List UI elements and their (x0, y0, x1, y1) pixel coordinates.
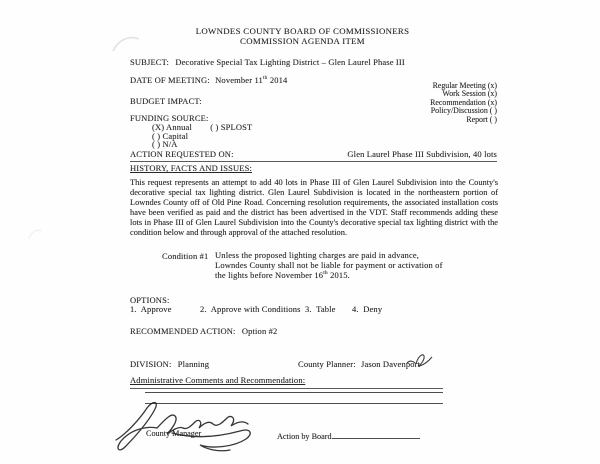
division-label: DIVISION: (130, 359, 172, 369)
scan-smudge-mark (26, 226, 44, 244)
recommended-action-row (130, 326, 277, 336)
action-by-board-blank-line (332, 429, 420, 439)
division-row (130, 359, 209, 369)
action-requested-label: ACTION REQUESTED ON: (130, 149, 234, 159)
history-section-label: HISTORY, FACTS AND ISSUES: (130, 163, 252, 173)
funding-option-capital: ( ) Capital (152, 131, 189, 141)
subject-row (130, 57, 405, 67)
meeting-type-item: Policy/Discussion ( ) (430, 106, 497, 116)
condition-label: Condition #1 (162, 251, 209, 261)
action-requested-value: Glen Laurel Phase III Subdivision, 40 lots (347, 149, 497, 159)
county-manager-signature (112, 398, 264, 454)
division-value: Planning (177, 359, 210, 369)
header-subtitle: COMMISSION AGENDA ITEM (240, 36, 365, 46)
action-requested-row (130, 149, 497, 162)
admin-comments-row (130, 375, 443, 389)
county-planner-value: Jason Davenport (361, 359, 421, 369)
blank-writing-line (145, 392, 443, 393)
admin-comments-label: Administrative Comments and Recommendation: (130, 375, 306, 385)
date-of-meeting-row (130, 75, 287, 85)
action-by-board-row (277, 429, 420, 441)
option-item-approve: 1. Approve (130, 304, 172, 314)
option-item-deny: 4. Deny (352, 304, 383, 314)
county-planner-row (298, 359, 420, 369)
date-of-meeting-value: November 11th 2014 (215, 75, 288, 85)
condition-text: Unless the proposed lighting charges are paid in advance, Lowndes County shall not be liable for payment or activation of the lights before November 16th 2015. (215, 250, 443, 280)
meeting-type-checklist (430, 82, 497, 124)
date-of-meeting-label: DATE OF MEETING: (130, 75, 210, 85)
meeting-type-item: Recommendation (x) (430, 97, 497, 107)
planner-initials-signature (406, 352, 434, 370)
budget-impact-label: BUDGET IMPACT: (130, 96, 202, 106)
meeting-type-item: Report ( ) (466, 114, 497, 124)
recommended-action-value: Option #2 (241, 326, 278, 336)
option-item-approve-with-conditions: 2. Approve with Conditions (200, 304, 301, 314)
funding-option-annual: (X) Annual (152, 122, 192, 132)
action-by-board-label: Action by Board (277, 432, 332, 441)
meeting-type-item: Regular Meeting (x) (432, 81, 497, 90)
county-planner-label: County Planner: (298, 359, 356, 369)
history-body-paragraph: This request represents an attempt to add 40 lots in Phase III of Glen Laurel Subdivision into the County's decorative special tax lighting district. Glen Laurel Subdivision is located in the northeastern portion of Lowndes County off of Old Pine Road. Concerning resolution requirements, the associated installation costs have been verified as paid and the district has been advertised in the VDT. Staff recommends adding these lots in Phase III of Glen Laurel Subdivision into the County's decorative special tax lighting district with the condition below and through approval of the attached resolution. (130, 178, 498, 237)
subject-label: SUBJECT: (130, 57, 170, 67)
document-header (105, 26, 500, 46)
meeting-type-item: Work Session (x) (442, 89, 497, 99)
funding-source-label: FUNDING SOURCE: (130, 113, 209, 123)
funding-option-splost: ( ) SPLOST (210, 122, 253, 132)
header-title: LOWNDES COUNTY BOARD OF COMMISSIONERS (195, 26, 410, 36)
options-label: OPTIONS: (130, 295, 170, 305)
recommended-action-label: RECOMMENDED ACTION: (130, 326, 236, 336)
funding-option-na: ( ) N/A (152, 139, 178, 149)
county-manager-title: County Manager (146, 429, 202, 438)
subject-value: Decorative Special Tax Lighting District – Glen Laurel Phase III (175, 57, 405, 67)
option-item-table: 3. Table (305, 304, 336, 314)
